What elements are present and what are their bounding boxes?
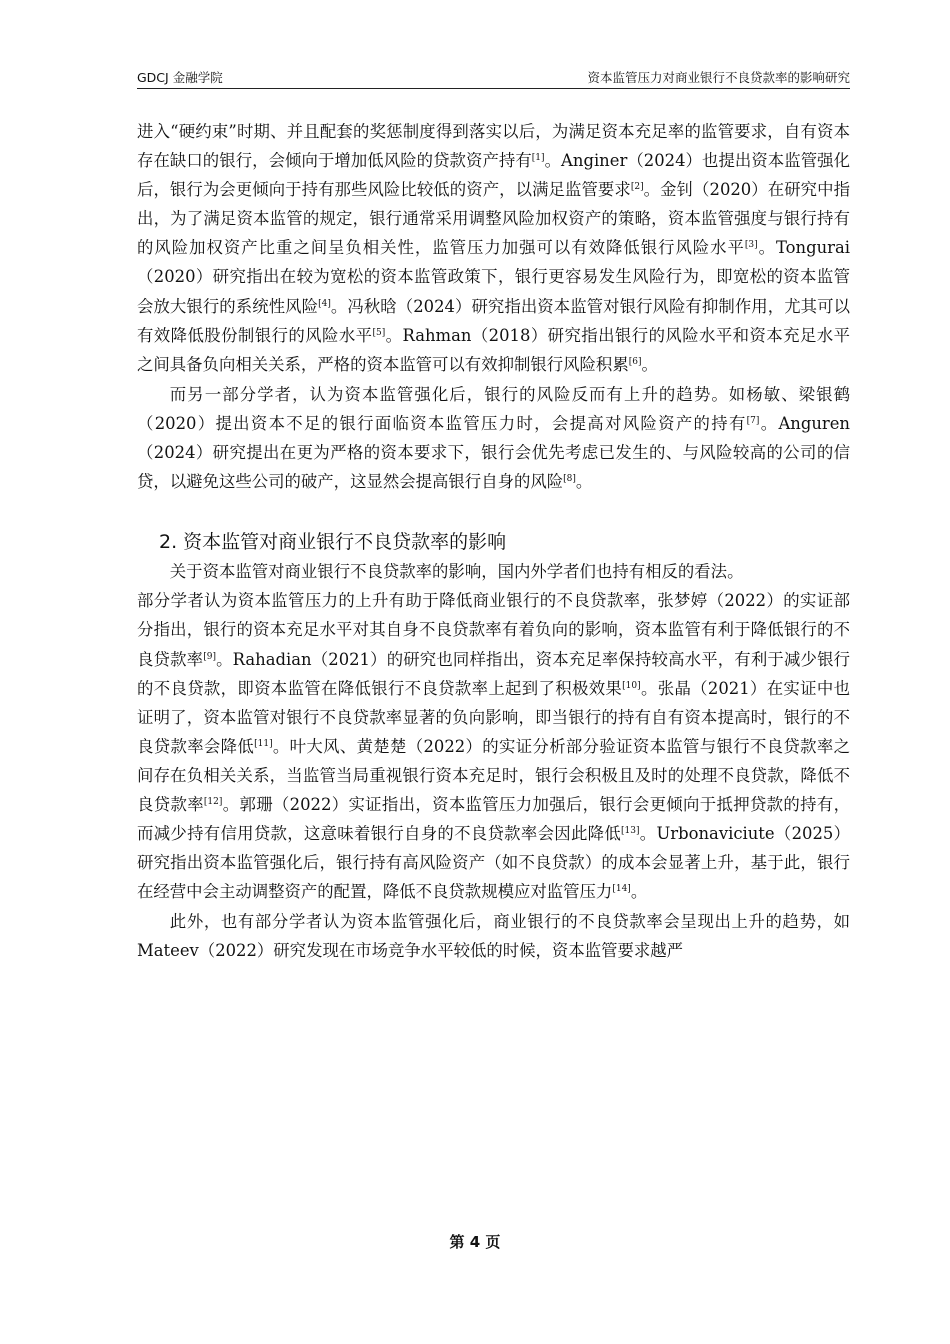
paragraph-text: 。金钊（2020）在研究中指出，为了满足资本监管的规定，银行通常采用调整风险加权资产的策略，资本监管强度与银行持有的风险加权资产比重之间呈负相关性，监管压力加强可以有效降低银行风险水平 <box>137 180 850 258</box>
citation-ref: [13] <box>621 826 640 837</box>
citation-ref: [12] <box>203 796 223 807</box>
page-number: 第 4 页 <box>449 1233 501 1251</box>
section-heading: 2. 资本监管对商业银行不良贷款率的影响 <box>159 531 507 554</box>
paragraph-text: 。叶大风、黄楚楚（2022）的实证分析部分验证资本监管与银行不良贷款率之间存在负相关关系，当监管当局重视银行资本充足时，银行会积极且及时的处理不良贷款，降低不良贷款率 <box>137 736 850 814</box>
paragraph-text: 。Anginer（2024）也提出资本监管强化后，银行为会更倾向于持有那些风险比较低的资产，以满足监管要求 <box>137 151 850 200</box>
citation-ref: [14] <box>612 884 631 895</box>
citation-ref: [2] <box>630 182 644 193</box>
citation-ref: [6] <box>628 356 642 367</box>
citation-ref: [8] <box>563 474 576 485</box>
citation-ref: [1] <box>531 153 545 164</box>
citation-ref: [9] <box>203 651 216 662</box>
document-body <box>137 117 850 966</box>
paragraph-text: 关于资本监管对商业银行不良贷款率的影响，国内外学者们也持有相反的看法。 <box>169 562 744 582</box>
paragraph-text: 而另一部分学者，认为资本监管强化后，银行的风险反而有上升的趋势。如杨敏、梁银鹤（2020）提出资本不足的银行面临资本监管压力时，会提高对风险资产的持有 <box>137 384 850 433</box>
paragraph-text: 。Tongurai（2020）研究指出在较为宽松的资本监管政策下，银行更容易发生风险行为，即宽松的资本监管会放大银行的系统性风险 <box>137 238 851 316</box>
paragraph <box>137 907 850 965</box>
header-institution: GDCJ 金融学院 <box>137 70 223 85</box>
paragraph-text: 。 <box>575 472 593 492</box>
paragraph-text: 。 <box>630 882 648 902</box>
paragraph <box>137 557 850 586</box>
paragraph-text: 。郭珊（2022）实证指出，资本监管压力加强后，银行会更倾向于抵押贷款的持有，而减少持有信用贷款，这意味着银行自身的不良贷款率会因此降低 <box>137 794 850 844</box>
paragraph-text: 。Urbonaviciute（2025）研究指出资本监管强化后，银行持有高风险资产（如不良贷款）的成本会显著上升，基于此，银行在经营中会主动调整资产的配置，降低不良贷款规模应对监管压力 <box>137 824 850 902</box>
paragraph <box>137 586 850 906</box>
page-header <box>137 68 850 89</box>
paragraph-text: 此外，也有部分学者认为资本监管强化后，商业银行的不良贷款率会呈现出上升的趋势，如Mateev（2022）研究发现在市场竞争水平较低的时候，资本监管要求越严 <box>137 912 850 961</box>
paragraph-text: 。冯秋晗（2024）研究指出资本监管对银行风险有抑制作用，尤其可以有效降低股份制银行的风险水平 <box>137 296 850 345</box>
paragraph-text: 进入“硬约束”时期、并且配套的奖惩制度得到落实以后，为满足资本充足率的监管要求，自有资本存在缺口的银行，会倾向于增加低风险的贷款资产持有 <box>137 122 850 171</box>
citation-ref: [3] <box>744 240 758 251</box>
citation-ref: [10] <box>622 680 641 691</box>
paragraph <box>137 380 850 496</box>
paragraph-text: 部分学者认为资本监管压力的上升有助于降低商业银行的不良贷款率，张梦婷（2022）的实证部分指出，银行的资本充足水平对其自身不良贷款率有着负向的影响，资本监管有利于降低银行的不良贷款率 <box>137 591 850 669</box>
citation-ref: [7] <box>746 415 760 426</box>
citation-ref: [4] <box>318 298 331 309</box>
paragraph-text: 。Anguren（2024）研究提出在更为严格的资本要求下，银行会优先考虑已发生的、与风险较高的公司的信贷，以避免这些公司的破产，这显然会提高银行自身的风险 <box>137 413 850 492</box>
header-title: 资本监管压力对商业银行不良贷款率的影响研究 <box>587 70 850 85</box>
citation-ref: [11] <box>254 738 273 749</box>
paragraph-text: 。Rahadian（2021）的研究也同样指出，资本充足率保持较高水平，有利于减少银行的不良贷款，即资本监管在降低银行不良贷款率上起到了积极效果 <box>137 649 851 698</box>
citation-ref: [5] <box>372 327 386 338</box>
paragraph-text: 。Rahman（2018）研究指出银行的风险水平和资本充足水平之间具备负向相关关系，严格的资本监管可以有效抑制银行风险积累 <box>137 325 850 374</box>
paragraph-text: 。张晶（2021）在实证中也证明了，资本监管对银行不良贷款率显著的负向影响，即当银行的持有自有资本提高时，银行的不良贷款率会降低 <box>137 678 851 756</box>
paragraph <box>137 117 850 379</box>
paragraph-text: 。 <box>641 354 658 374</box>
